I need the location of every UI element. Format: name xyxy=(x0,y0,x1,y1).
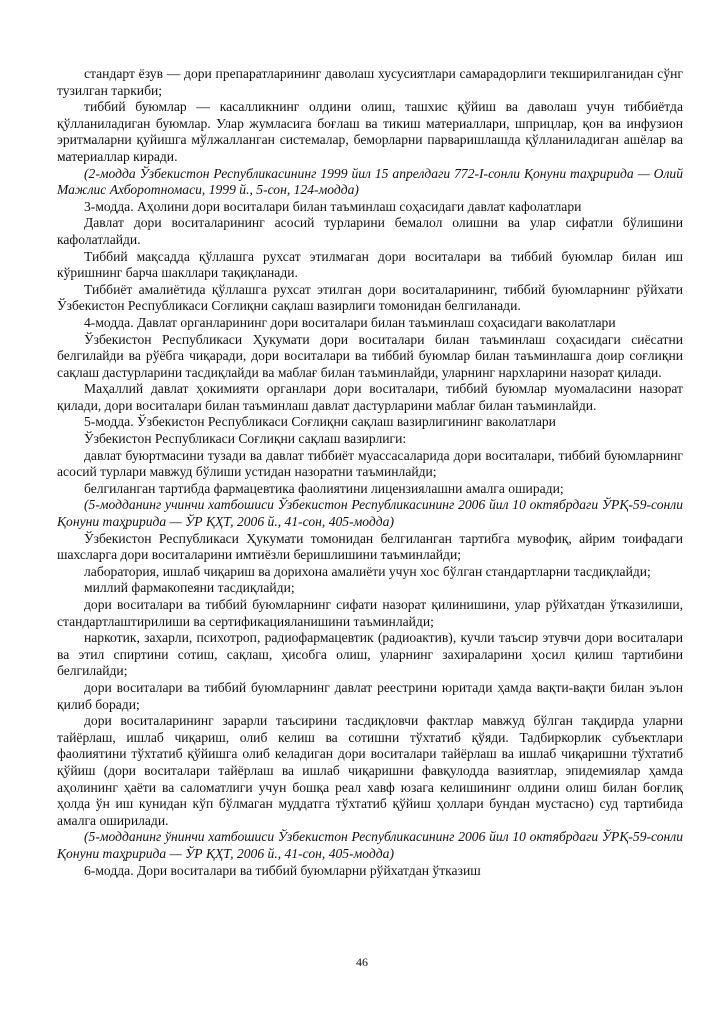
paragraph: тиббий буюмлар — касалликнинг олдини олиш, ташхис қўйиш ва даволаш учун тиббиётда қўлланиладиган буюмлар. Улар жумласига боғлаш ва тикиш материаллари, шприцлар, қон ва инфузион эритмаларни қуйишга мўлжалланган системалар, беморларни парваришлашда қўлланиладиган ашёлар ва материаллар киради. xyxy=(57,99,683,164)
paragraph: наркотик, захарли, психотроп, радиофармацевтик (радиоактив), кучли таъсир этувчи дори воситалари ва этил спиртини сотиш, сақлаш, ҳисобга олиш, уларнинг захираларини ҳосил қилиш тартибини белгилайди; xyxy=(57,630,683,679)
paragraph: Давлат дори воситаларининг асосий турларини бемалол олишни ва улар сифатли бўлишини кафолатлайди. xyxy=(57,215,683,247)
amendment-note: (2-модда Ўзбекистон Республикасининг 1999 йил 15 апрелдаги 772-I-сонли Қонуни таҳририда — Олий Мажлис Ахборотномаси, 1999 й., 5-сон, 124-модда) xyxy=(57,165,683,198)
paragraph: дори воситалари ва тиббий буюмларнинг давлат реестрини юритади ҳамда вақти-вақти билан эълон қилиб боради; xyxy=(57,679,683,712)
paragraph: Ўзбекистон Республикаси Ҳукумати томонидан белгиланган тартибга мувофиқ, айрим тоифадаги шахсларга дори воситаларини имтиёзли беришлишини таъминлайди; xyxy=(57,530,683,563)
paragraph: Маҳаллий давлат ҳокимияти органлари дори воситалари, тиббий буюмлар муомаласини назорат қилади, дори воситалари билан таъминлаш давлат дастурларини маблағ билан таъминлайди. xyxy=(57,381,683,413)
paragraph: стандарт ёзув — дори препаратларининг даволаш хусусиятлари самарадорлиги текширилганидан сўнг тузилган таркиби; xyxy=(57,66,683,98)
paragraph: Ўзбекистон Республикаси Соғлиқни сақлаш вазирлиги: xyxy=(84,431,407,447)
paragraph: 4-модда. Давлат органларининг дори воситалари билан таъминлаш соҳасидаги ваколатлари xyxy=(84,314,616,330)
paragraph: миллий фармакопеяни тасдиқлайди; xyxy=(84,580,295,596)
amendment-note: (5-модданинг учинчи хатбошиси Ўзбекистон Республикасининг 2006 йил 10 октябрдаги ЎРҚ-59-сонли Қонуни таҳририда — ЎР ҚҲТ, 2006 й., 41-сон, 405-модда) xyxy=(57,497,683,530)
paragraph: 3-модда. Аҳолини дори воситалари билан таъминлаш соҳасидаги давлат кафолатлари xyxy=(84,198,582,214)
paragraph: 5-модда. Ўзбекистон Республикаси Соғлиқни сақлаш вазирлигининг ваколатлари xyxy=(84,414,556,430)
paragraph: Тиббий мақсадда қўллашга рухсат этилмаган дори воситалари ва тиббий буюмлар билан иш кўришнинг барча шакллари тақиқланади. xyxy=(57,248,683,281)
paragraph: дори воситаларининг зарарли таъсирини тасдиқловчи фактлар мавжуд бўлган тақдирда уларни тайёрлаш, ишлаб чиқариш, олиб келиш ва сотишни тўхтатиб қўяди. Тадбиркорлик субъектлари фаолиятини тўхтатиб қўйишга олиб келадиган дори воситалари тайёрлаш ва ишлаб чиқаришни тўхтатиб қўйиш (дори воситалари тайёрлаш ва ишлаб чиқаришни фавқулодда вазиятлар, эпидемиялар ҳамда аҳолининг ҳаёти ва саломатлиги учун бошқа реал хавф юзага келишининг олдини олиш билан боғлиқ ҳолда ўн иш кунидан кўп бўлмаган муддатга тўхтатиб қўйиш ҳоллари бундан мустасно) суд тартибида амалга оширилади. xyxy=(57,713,683,828)
paragraph: Тиббиёт амалиётида қўллашга рухсат этилган дори воситаларининг, тиббий буюмларнинг рўйхати Ўзбекистон Республикаси Соғлиқни сақлаш вазирлиги томонидан белгиланади. xyxy=(57,281,683,314)
paragraph: давлат буюртмасини тузади ва давлат тиббиёт муассасаларида дори воситалари, тиббий буюмларнинг асосий турлари мавжуд бўлиши устидан назоратни таъминлайди; xyxy=(57,447,683,480)
paragraph: Ўзбекистон Республикаси Ҳукумати дори воситалари билан таъминлаш соҳасидаги сиёсатни белгилайди ва рўёбга чиқаради, дори воситалари ва тиббий буюмлар билан таъминлашга доир соғлиқни сақлаш дастурларини тасдиқлайди ва маблағ билан таъминлайди, уларнинг нархларини назорат қилади. xyxy=(57,331,683,380)
paragraph: лаборатория, ишлаб чиқариш ва дорихона амалиёти учун хос бўлган стандартларни тасдиқлайди; xyxy=(84,563,651,579)
paragraph: белгиланган тартибда фармацевтика фаолиятини лицензиялашни амалга оширади; xyxy=(84,480,564,496)
document-body xyxy=(57,66,683,879)
amendment-note: (5-модданинг ўнинчи хатбошиси Ўзбекистон Республикасининг 2006 йил 10 октябрдаги ЎРҚ-59-сонли Қонуни таҳририда — ЎР ҚҲТ, 2006 й., 41-сон, 405-модда) xyxy=(57,829,683,861)
paragraph: дори воситалари ва тиббий буюмларнинг сифати назорат қилинишини, улар рўйхатдан ўтказилиши, стандартлаштирилиши ва сертификацияланишини таъминлайди; xyxy=(57,597,683,629)
paragraph: 6-модда. Дори воситалари ва тиббий буюмларни рўйхатдан ўтказиш xyxy=(84,862,481,878)
page-number: 46 xyxy=(356,955,368,969)
